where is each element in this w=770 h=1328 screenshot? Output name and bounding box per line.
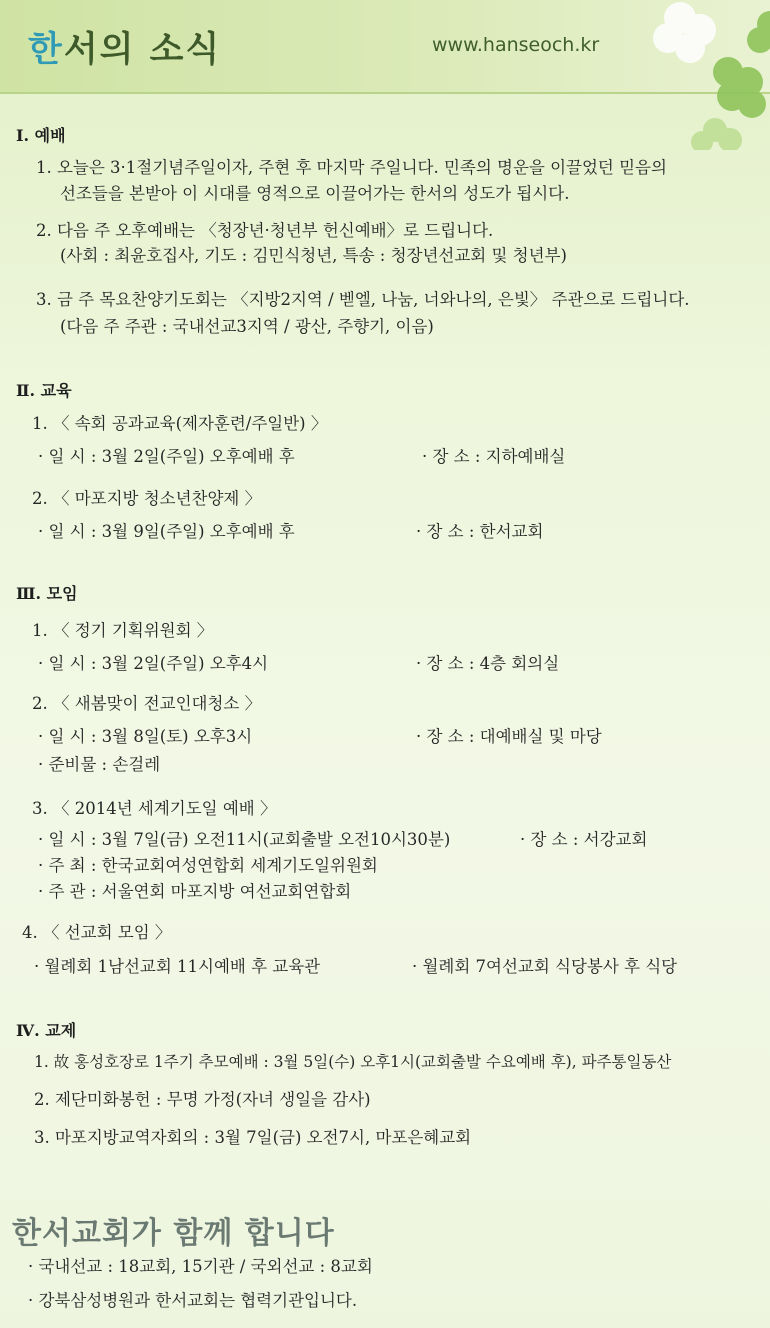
meetings-item-2-where: · 장 소 : 대예배실 및 마당 — [416, 727, 602, 746]
page-title — [28, 22, 221, 72]
fellowship-item-1: 1. 故 홍성호장로 1주기 추모예배 : 3월 5일(수) 오후1시(교회출발 수요예배 후), 파주통일동산 — [34, 1053, 672, 1071]
education-item-1-when: · 일 시 : 3월 2일(주일) 오후예배 후 — [38, 447, 295, 466]
meetings-item-1-where: · 장 소 : 4층 회의실 — [416, 654, 560, 673]
meetings-item-3-where: · 장 소 : 서강교회 — [520, 830, 648, 849]
section-heading-meetings: Ⅲ. 모임 — [16, 584, 78, 603]
meetings-item-4-women: · 월례회 7여선교회 식당봉사 후 식당 — [412, 957, 678, 976]
together-heading: 한서교회가 함께 합니다 — [12, 1216, 335, 1251]
page-title-accent: 한 — [28, 30, 64, 70]
clover-decoration-icon — [620, 0, 770, 150]
worship-item-2-line-1: 2. 다음 주 오후예배는 〈청장년·청년부 헌신예배〉로 드립니다. — [36, 221, 494, 240]
meetings-item-3-when: · 일 시 : 3월 7일(금) 오전11시(교회출발 오전10시30분) — [38, 830, 451, 849]
fellowship-item-2: 2. 제단미화봉헌 : 무명 가정(자녀 생일을 감사) — [34, 1090, 371, 1109]
meetings-item-4-men: · 월례회 1남선교회 11시예배 후 교육관 — [34, 957, 321, 976]
meetings-item-3-host: · 주 최 : 한국교회여성연합회 세계기도일위원회 — [38, 856, 378, 875]
website-url[interactable]: www.hanseoch.kr — [432, 34, 600, 56]
education-item-2-where: · 장 소 : 한서교회 — [416, 522, 544, 541]
meetings-item-2-title: 2. 〈 새봄맞이 전교인대청소 〉 — [32, 694, 262, 713]
education-item-1-where: · 장 소 : 지하예배실 — [422, 447, 566, 466]
worship-item-1-line-2: 선조들을 본받아 이 시대를 영적으로 이끌어가는 한서의 성도가 됩시다. — [60, 184, 570, 203]
section-heading-fellowship: Ⅳ. 교제 — [16, 1021, 77, 1040]
section-heading-education: Ⅱ. 교육 — [16, 381, 72, 400]
meetings-item-2-when: · 일 시 : 3월 8일(토) 오후3시 — [38, 727, 253, 746]
meetings-item-1-when: · 일 시 : 3월 2일(주일) 오후4시 — [38, 654, 269, 673]
worship-item-3-line-2: (다음 주 주관 : 국내선교3지역 / 광산, 주향기, 이음) — [60, 317, 434, 336]
meetings-item-1-title: 1. 〈 정기 기획위원회 〉 — [32, 621, 214, 640]
meetings-item-2-prep: · 준비물 : 손걸레 — [38, 755, 161, 774]
worship-item-3-line-1: 3. 금 주 목요찬양기도회는 〈지방2지역 / 벧엘, 나눔, 너와나의, 은빛〉 주관으로 드립니다. — [36, 290, 690, 309]
education-item-2-when: · 일 시 : 3월 9일(주일) 오후예배 후 — [38, 522, 295, 541]
worship-item-2-line-2: (사회 : 최윤호집사, 기도 : 김민식청년, 특송 : 청장년선교회 및 청년부) — [60, 246, 567, 265]
page-title-rest: 서의 소식 — [63, 30, 222, 70]
section-heading-worship: Ⅰ. 예배 — [16, 126, 66, 145]
together-line-missions: · 국내선교 : 18교회, 15기관 / 국외선교 : 8교회 — [28, 1257, 373, 1276]
education-item-2-title: 2. 〈 마포지방 청소년찬양제 〉 — [32, 489, 262, 508]
together-line-partner: · 강북삼성병원과 한서교회는 협력기관입니다. — [28, 1291, 358, 1310]
meetings-item-3-organizer: · 주 관 : 서울연회 마포지방 여선교회연합회 — [38, 882, 352, 901]
meetings-item-4-title: 4. 〈 선교회 모임 〉 — [22, 923, 172, 942]
education-item-1-title: 1. 〈 속회 공과교육(제자훈련/주일반) 〉 — [32, 414, 328, 433]
worship-item-1-line-1: 1. 오늘은 3·1절기념주일이자, 주현 후 마지막 주일니다. 민족의 명운을 이끌었던 믿음의 — [36, 158, 667, 177]
meetings-item-3-title: 3. 〈 2014년 세계기도일 예배 〉 — [32, 799, 277, 818]
fellowship-item-3: 3. 마포지방교역자회의 : 3월 7일(금) 오전7시, 마포은혜교회 — [34, 1128, 472, 1147]
